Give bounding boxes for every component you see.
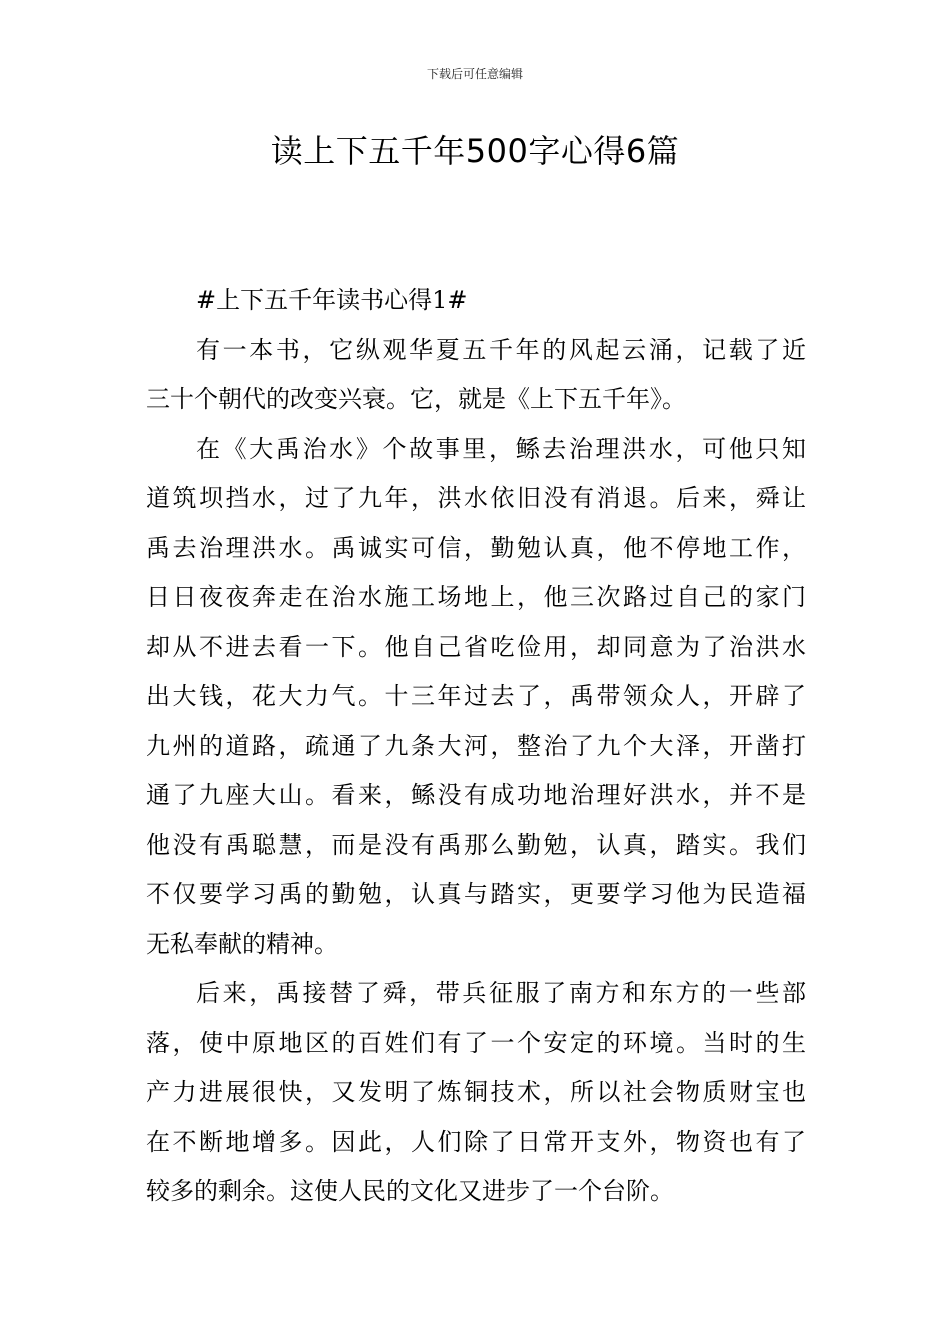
document-title: 读上下五千年500字心得6篇 — [270, 132, 680, 170]
text-line: 九州的道路，疏通了九条大河，整治了九个大泽，开凿打 — [146, 731, 806, 760]
text-line: 在不断地增多。因此，人们除了日常开支外，物资也有了 — [146, 1127, 806, 1156]
text-line: 落，使中原地区的百姓们有了一个安定的环境。当时的生 — [146, 1028, 806, 1057]
text-line: 无私奉献的精神。 — [146, 929, 338, 958]
text-line: 道筑坝挡水，过了九年，洪水依旧没有消退。后来，舜让 — [146, 484, 806, 512]
text-line: 产力进展很快，又发明了炼铜技术，所以社会物质财宝也 — [146, 1078, 806, 1106]
text-line: 较多的剩余。这使人民的文化又进步了一个台阶。 — [146, 1177, 674, 1205]
text-line: 不仅要学习禹的勤勉，认真与踏实，更要学习他为民造福 — [146, 880, 806, 908]
text-line: 通了九座大山。看来，鲧没有成功地治理好洪水，并不是 — [146, 781, 806, 809]
text-line: 他没有禹聪慧，而是没有禹那么勤勉，认真，踏实。我们 — [146, 830, 806, 859]
text-line: 三十个朝代的改变兴衰。它，就是《上下五千年》。 — [146, 385, 686, 413]
body-text — [146, 276, 806, 1217]
text-line: 日日夜夜奔走在治水施工场地上，他三次路过自己的家门 — [146, 583, 806, 611]
text-line: 出大钱，花大力气。十三年过去了，禹带领众人，开辟了 — [146, 682, 806, 710]
text-line: 有一本书，它纵观华夏五千年的风起云涌，记载了近 — [196, 335, 806, 364]
text-line: 却从不进去看一下。他自己省吃俭用，却同意为了治洪水 — [146, 632, 806, 661]
text-line: #上下五千年读书心得1# — [196, 286, 468, 314]
text-line: 后来，禹接替了舜，带兵征服了南方和东方的一些部 — [196, 979, 806, 1007]
header-note: 下载后可任意编辑 — [426, 67, 523, 81]
text-line: 禹去治理洪水。禹诚实可信，勤勉认真，他不停地工作， — [146, 533, 806, 562]
text-line: 在《大禹治水》个故事里，鲧去治理洪水，可他只知 — [196, 434, 806, 463]
